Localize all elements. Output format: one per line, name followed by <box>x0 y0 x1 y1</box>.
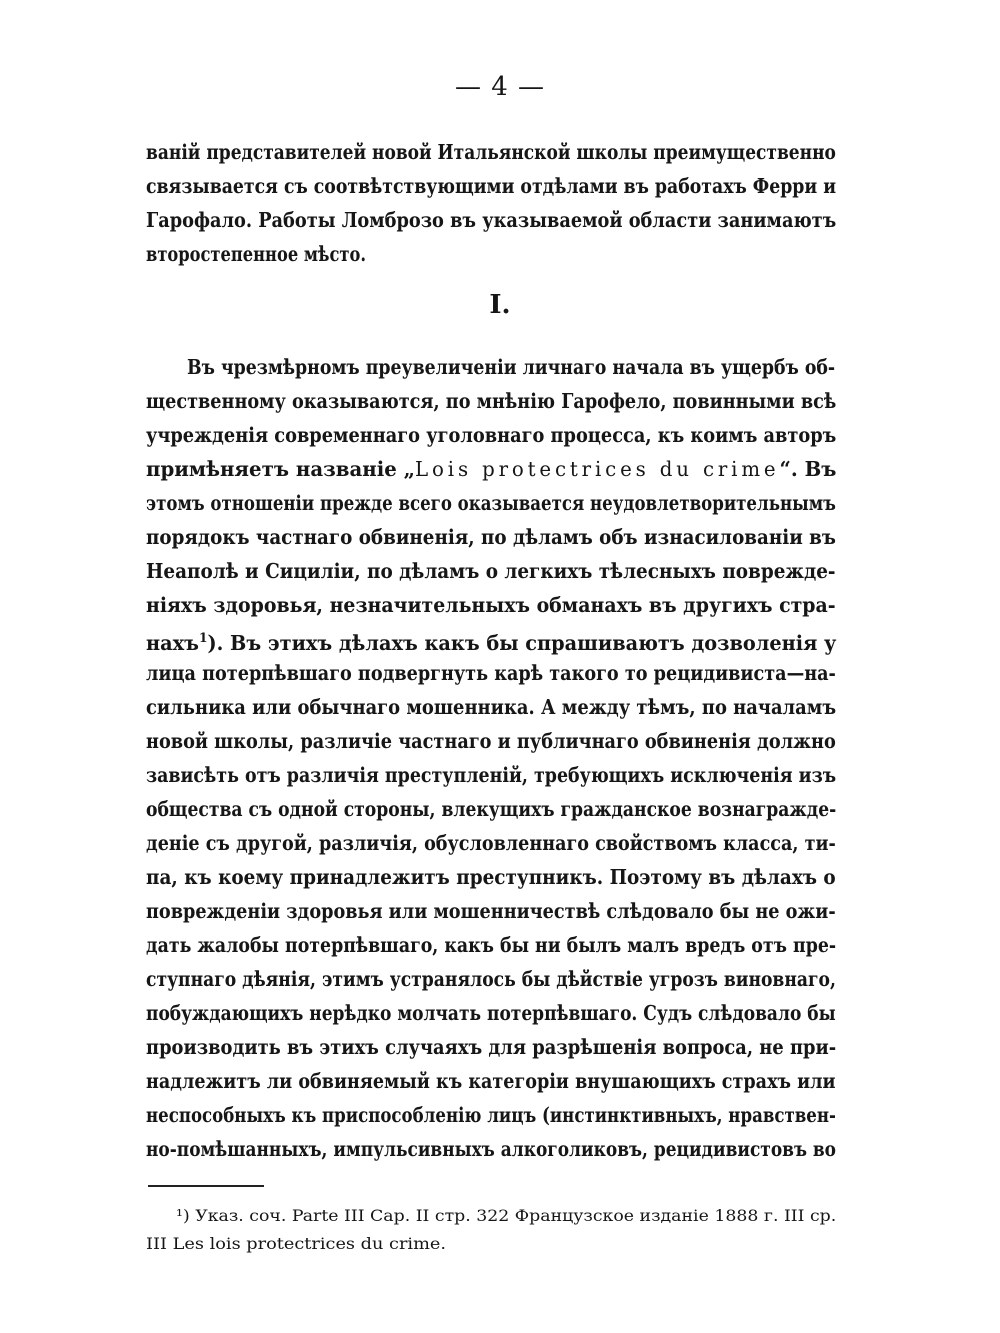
paragraph-line: ступнаго дѣянія, этимъ устранялось бы дѣйствіе угрозъ виновнаго, <box>146 967 836 991</box>
line-text: ). Въ этихъ дѣлахъ какъ бы спрашиваютъ дозволенія у <box>207 630 837 655</box>
paragraph-line: общества съ одной стороны, влекущихъ гражданское вознагражде- <box>146 797 837 821</box>
paragraph-line: щественному оказываются, по мнѣнію Гарофело, повинными всѣ <box>146 389 837 413</box>
paragraph-line: неспособныхъ къ приспособленію лицъ (инстинктивныхъ, нравствен- <box>146 1103 836 1127</box>
spaced-term: Lois protectrices du crime <box>415 457 780 481</box>
paragraph-line: надлежитъ ли обвиняемый къ категоріи внушающихъ страхъ или <box>146 1069 836 1093</box>
section-heading: I. <box>489 290 511 320</box>
paragraph-line: порядокъ частнаго обвиненія, по дѣламъ объ изнасилованіи въ <box>146 525 836 549</box>
paragraph-line-with-term <box>146 454 836 484</box>
intro-line: Гарофало. Работы Ломброзо въ указываемой области занимаютъ <box>146 208 837 232</box>
paragraph-line: побуждающихъ нерѣдко молчать потерпѣвшаго. Судъ слѣдовало бы <box>146 1001 836 1025</box>
footnote-reference: 1 <box>198 631 208 646</box>
paragraph-line: ніяхъ здоровья, незначительныхъ обманахъ въ другихъ стра- <box>146 593 836 617</box>
paragraph-line: новой школы, различіе частнаго и публичнаго обвиненія должно <box>146 729 836 753</box>
footnote-rule <box>148 1185 264 1187</box>
footnote-line: ¹) Указ. соч. Parte III Cap. II стр. 322 Французское изданіе 1888 г. III ср. <box>176 1206 837 1225</box>
paragraph-line-with-footnote <box>146 624 836 658</box>
paragraph-line: но-помѣшанныхъ, импульсивныхъ алкоголиковъ, рецидивистовъ во <box>146 1137 837 1161</box>
paragraph-line: лица потерпѣвшаго подвергнуть карѣ такого то рецидивиста—на- <box>146 661 836 685</box>
line-text: “. Въ <box>779 457 837 481</box>
paragraph-line: Неаполѣ и Сициліи, по дѣламъ о легкихъ тѣлесныхъ поврежде- <box>146 559 836 583</box>
intro-line: ваній представителей новой Итальянской школы преимущественно <box>146 140 836 164</box>
paragraph-line: производить въ этихъ случаяхъ для разрѣшенія вопроса, не при- <box>146 1035 837 1059</box>
paragraph-line: деніе съ другой, различія, обусловленнаго свойствомъ класса, ти- <box>146 831 836 855</box>
intro-line: второстепенное мѣсто. <box>146 242 366 266</box>
paragraph-line: этомъ отношеніи прежде всего оказывается неудовлетворительнымъ <box>146 491 836 515</box>
footnote-line: III Les lois protectrices du crime. <box>146 1234 446 1253</box>
paragraph-line: па, къ коему принадлежитъ преступникъ. Поэтому въ дѣлахъ о <box>146 865 836 889</box>
paragraph-line: сильника или обычнаго мошенника. А между тѣмъ, по началамъ <box>146 695 837 719</box>
line-text: примѣняетъ названіе „ <box>146 457 416 481</box>
intro-line: связывается съ соотвѣтствующими отдѣлами въ работахъ Ферри и <box>146 174 837 198</box>
paragraph-line: поврежденіи здоровья или мошенничествѣ слѣдовало бы не ожи- <box>146 899 836 923</box>
paragraph-line: дать жалобы потерпѣвшаго, какъ бы ни былъ малъ вредъ отъ пре- <box>146 933 837 957</box>
line-text: нахъ <box>146 630 199 655</box>
paragraph-line: Въ чрезмѣрномъ преувеличеніи личнаго начала въ ущербъ об- <box>187 355 836 379</box>
paragraph-line: учрежденія современнаго уголовнаго процесса, къ коимъ авторъ <box>146 423 837 447</box>
paragraph-line: зависѣть отъ различія преступленій, требующихъ исключенія изъ <box>146 763 837 787</box>
page-number: — 4 — <box>454 72 546 102</box>
